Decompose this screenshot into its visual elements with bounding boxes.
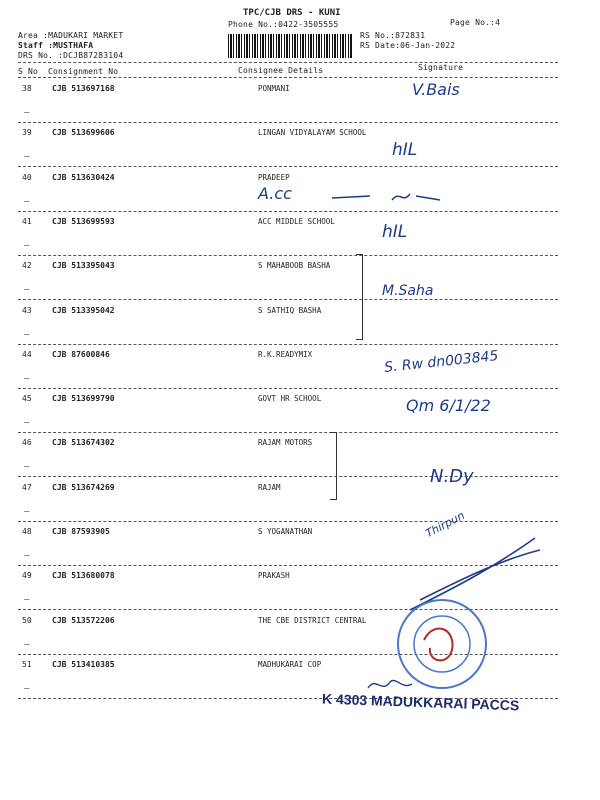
row-sno: 50 xyxy=(22,615,32,625)
row-consignment-no: CJB 87600846 xyxy=(52,349,110,359)
signature-44: S. Rw dn003845 xyxy=(383,348,500,376)
col-consignee: Consignee Details xyxy=(238,66,324,75)
table-row xyxy=(0,350,600,394)
table-row xyxy=(0,217,600,261)
row-consignee: R.K.READYMIX xyxy=(258,349,313,359)
row-consignee: RAJAM xyxy=(258,482,281,492)
staff-label: Staff :MUSTHAFA xyxy=(18,41,94,50)
signature-45: Qm 6/1/22 xyxy=(406,396,491,415)
row-divider xyxy=(18,476,558,477)
row-sno: 38 xyxy=(22,84,32,93)
row-consignee: ACC MIDDLE SCHOOL xyxy=(258,216,335,226)
row-consignment-no: CJB 513674269 xyxy=(52,482,115,492)
table-row xyxy=(0,128,600,172)
row-tick: – xyxy=(24,551,30,561)
row-consignee: LINGAN VIDYALAYAM SCHOOL xyxy=(258,128,367,138)
row-consignment-no: CJB 513699790 xyxy=(52,394,115,404)
table-row xyxy=(0,306,600,350)
group-bracket xyxy=(356,254,363,340)
col-signature: Signature xyxy=(418,63,464,72)
row-tick: – xyxy=(24,285,30,296)
row-tick: – xyxy=(24,683,30,694)
area-label: Area :MADUKARI MARKET xyxy=(18,31,124,40)
row-tick: – xyxy=(24,196,30,207)
table-row xyxy=(0,616,600,660)
row-divider xyxy=(18,255,558,256)
row-consignee: PRADEEP xyxy=(258,172,290,182)
row-consignee: RAJAM MOTORS xyxy=(258,438,313,448)
row-divider xyxy=(18,299,558,300)
row-tick: – xyxy=(24,595,30,606)
row-tick: – xyxy=(24,152,30,163)
signature-39: hIL xyxy=(392,140,418,160)
row-consignment-no: CJB 513410385 xyxy=(52,659,115,669)
row-consignee: MADHUKARAI COP xyxy=(258,659,322,669)
row-consignee: S YOGANATHAN xyxy=(258,527,313,536)
row-tick: – xyxy=(24,418,30,429)
row-divider xyxy=(18,521,558,522)
row-divider xyxy=(18,432,558,433)
row-sno: 45 xyxy=(22,394,32,404)
row-divider xyxy=(18,388,558,389)
row-consignee: PRAKASH xyxy=(258,571,290,581)
row-tick: – xyxy=(24,108,30,118)
row-sno: 49 xyxy=(22,571,32,581)
col-consignment: Consignment No xyxy=(48,67,119,76)
row-tick: – xyxy=(24,462,30,473)
phone-number: Phone No.:0422-3505555 xyxy=(228,20,339,29)
row-sno: 47 xyxy=(22,482,32,492)
row-consignment-no: CJB 513630424 xyxy=(52,172,115,182)
signature-40-stroke xyxy=(330,186,450,206)
signature-42: M.Saha xyxy=(382,283,434,299)
row-sno: 51 xyxy=(22,659,32,669)
col-sno: S No xyxy=(18,67,39,76)
row-tick: – xyxy=(24,373,30,384)
row-consignment-no: CJB 513674302 xyxy=(52,438,115,448)
signature-48: Thirpun xyxy=(423,508,467,541)
row-consignment-no: CJB 513572206 xyxy=(52,615,115,625)
row-consignment-no: CJB 513395043 xyxy=(52,261,115,271)
signature-41: hIL xyxy=(382,222,408,242)
row-tick: – xyxy=(24,506,30,517)
row-sno: 41 xyxy=(22,216,32,226)
row-sno: 46 xyxy=(22,438,32,448)
signature-40: A.cc xyxy=(258,184,292,203)
table-row xyxy=(0,394,600,438)
row-consignee: GOVT HR SCHOOL xyxy=(258,394,322,404)
row-consignment-no: CJB 87593905 xyxy=(52,527,110,536)
table-row xyxy=(0,483,600,527)
table-row xyxy=(0,84,600,128)
row-sno: 43 xyxy=(22,305,32,315)
row-consignment-no: CJB 513699606 xyxy=(52,128,115,138)
row-tick: – xyxy=(24,240,30,251)
rs-number: RS No.:872831 xyxy=(360,31,426,40)
row-consignment-no: CJB 513395042 xyxy=(52,305,115,315)
row-divider xyxy=(18,122,558,123)
table-row xyxy=(0,261,600,305)
signature-38: V.Bais xyxy=(412,80,460,99)
row-sno: 40 xyxy=(22,172,32,182)
rs-date: RS Date:06-Jan-2022 xyxy=(360,41,456,50)
row-consignment-no: CJB 513697168 xyxy=(52,84,115,93)
row-tick: – xyxy=(24,639,30,650)
row-divider xyxy=(18,166,558,167)
signature-46: N.Dy xyxy=(430,466,474,487)
row-consignee: S SATHIQ BASHA xyxy=(258,305,322,315)
table-row xyxy=(0,438,600,482)
report-title: TPC/CJB DRS - KUNI xyxy=(243,8,341,18)
row-consignee: THE CBE DISTRICT CENTRAL xyxy=(258,615,367,625)
table-row xyxy=(0,173,600,217)
row-divider xyxy=(18,344,558,345)
drs-number: DRS No. :DCJB87283104 xyxy=(18,51,124,60)
row-consignee: S MAHABOOB BASHA xyxy=(258,261,331,271)
row-consignee: PONMANI xyxy=(258,84,290,93)
header-divider xyxy=(18,62,558,63)
row-sno: 39 xyxy=(22,128,32,138)
page-number: Page No.:4 xyxy=(450,18,501,27)
columns-divider xyxy=(18,77,558,78)
row-consignment-no: CJB 513699593 xyxy=(52,216,115,226)
row-tick: – xyxy=(24,329,30,340)
row-consignment-no: CJB 513680078 xyxy=(52,571,115,581)
row-sno: 42 xyxy=(22,261,32,271)
barcode xyxy=(228,34,352,58)
row-sno: 44 xyxy=(22,349,32,359)
group-bracket xyxy=(330,432,337,500)
row-divider xyxy=(18,211,558,212)
stamp-label: K 4303 MADUKKARAI PACCS xyxy=(321,690,520,714)
row-sno: 48 xyxy=(22,527,32,536)
